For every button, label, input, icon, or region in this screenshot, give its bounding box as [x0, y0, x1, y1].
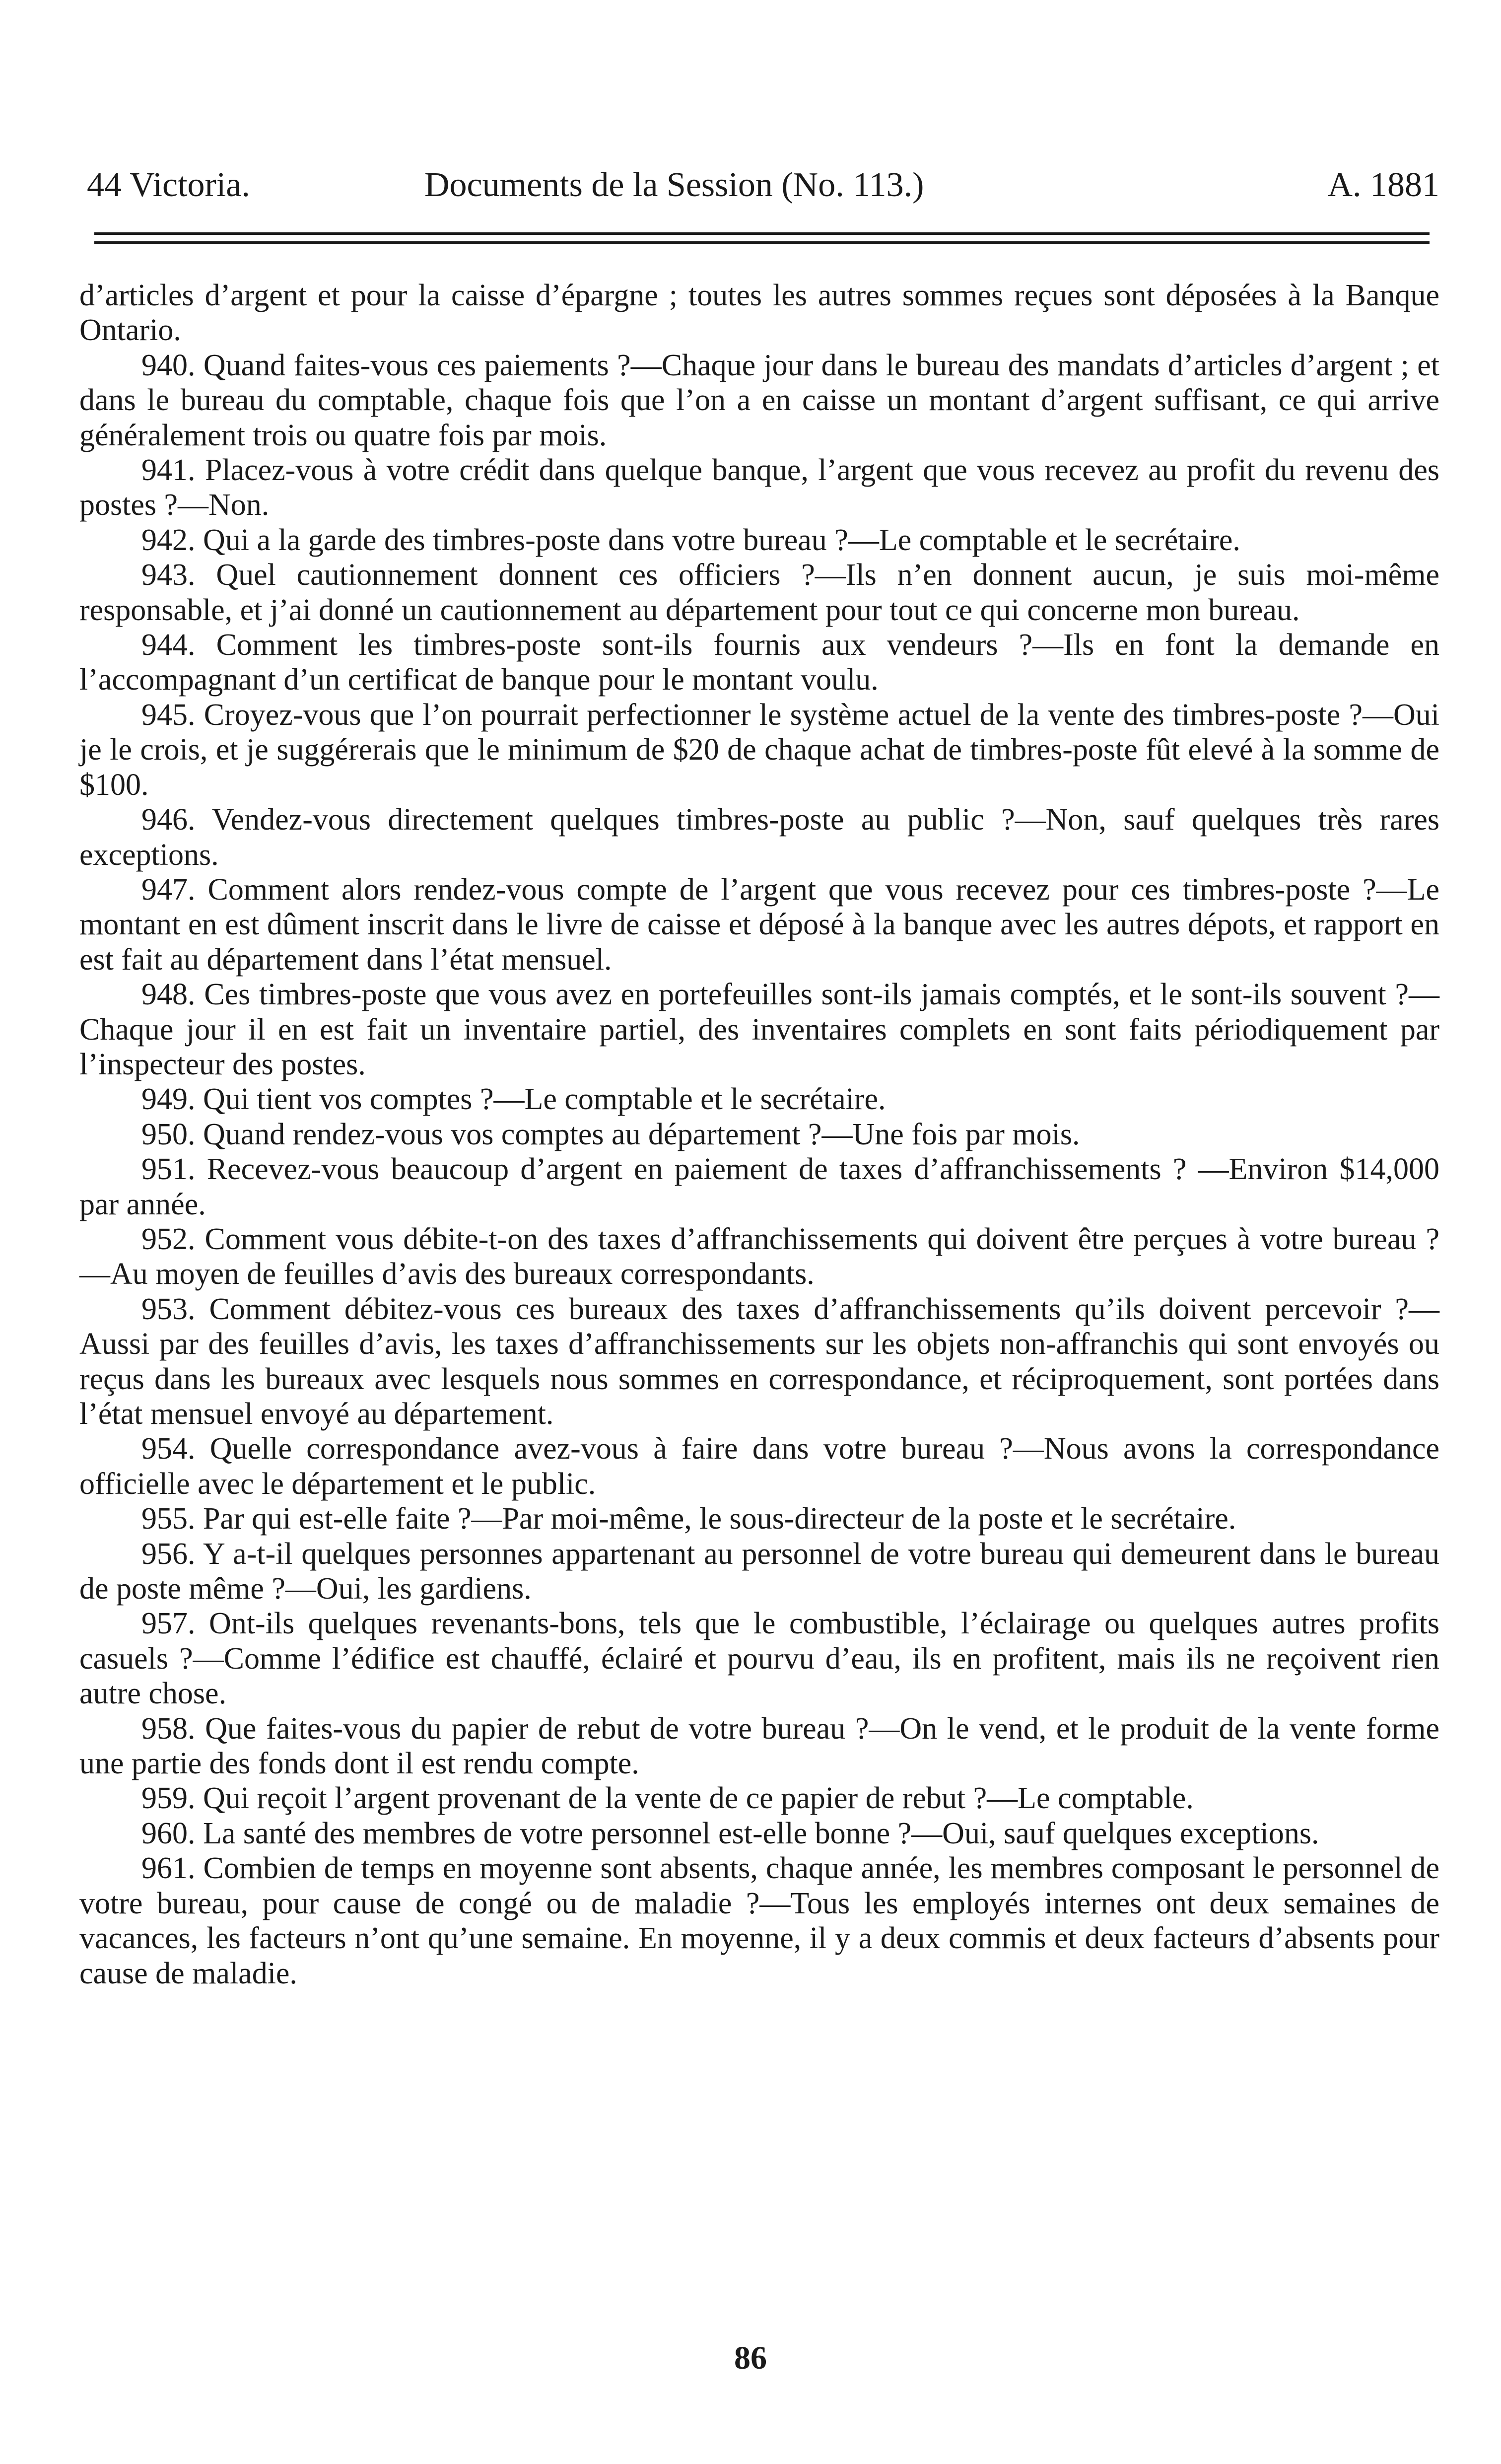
- paragraph-943: 943. Quel cautionnement donnent ces officiers ?—Ils n’en donnent aucun, je suis moi-même responsable, et j’ai donné un cautionnement au département pour tout ce qui concerne mon bureau.: [79, 558, 1439, 627]
- paragraph-959: 959. Qui reçoit l’argent provenant de la vente de ce papier de rebut ?—Le comptable.: [141, 1781, 1194, 1816]
- header-double-rule: [94, 232, 1430, 247]
- paragraph-955: 955. Par qui est-elle faite ?—Par moi-même, le sous-directeur de la poste et le secrétaire.: [141, 1502, 1236, 1536]
- page-number: 86: [734, 2340, 767, 2376]
- header-regnal-year: 44 Victoria.: [87, 166, 250, 204]
- paragraph-946: 946. Vendez-vous directement quelques timbres-poste au public ?—Non, sauf quelques très rares exceptions.: [79, 803, 1439, 872]
- paragraph-continuation: d’articles d’argent et pour la caisse d’épargne ; toutes les autres sommes reçues sont déposées à la Banque Ontario.: [79, 279, 1439, 348]
- header-title: Documents de la Session (No. 113.): [424, 166, 924, 204]
- paragraph-953: 953. Comment débitez-vous ces bureaux des taxes d’affranchissements qu’ils doivent percevoir ?—Aussi par des feuilles d’avis, les taxes d’affranchissements sur les objets non-affranchis qui sont envoyés ou reçus dans les bureaux avec lesquels nous sommes en correspondance, et réciproquement, sont portées dans l’état mensuel envoyé au département.: [79, 1292, 1439, 1431]
- paragraph-950: 950. Quand rendez-vous vos comptes au département ?—Une fois par mois.: [141, 1117, 1080, 1151]
- paragraph-952: 952. Comment vous débite-t-on des taxes d’affranchissements qui doivent être perçues à votre bureau ?—Au moyen de feuilles d’avis des bureaux correspondants.: [79, 1222, 1439, 1291]
- header-rule-top: [94, 232, 1430, 235]
- paragraph-948: 948. Ces timbres-poste que vous avez en portefeuilles sont-ils jamais comptés, et le sont-ils souvent ?—Chaque jour il en est fait un inventaire partiel, des inventaires complets en sont faits périodiquement par l’inspecteur des postes.: [79, 978, 1439, 1081]
- paragraph-951: 951. Recevez-vous beaucoup d’argent en paiement de taxes d’affranchissements ? —Environ $14,000 par année.: [79, 1152, 1439, 1221]
- paragraph-941: 941. Placez-vous à votre crédit dans quelque banque, l’argent que vous recevez au profit du revenu des postes ?—Non.: [79, 453, 1439, 522]
- paragraph-940: 940. Quand faites-vous ces paiements ?—Chaque jour dans le bureau des mandats d’articles d’argent ; et dans le bureau du comptable, chaque fois que l’on a en caisse un montant d’argent suffisant, ce qui arrive généralement trois ou quatre fois par mois.: [79, 348, 1439, 452]
- header-year: A. 1881: [1327, 166, 1439, 204]
- paragraph-954: 954. Quelle correspondance avez-vous à faire dans votre bureau ?—Nous avons la correspondance officielle avec le département et le public.: [79, 1432, 1439, 1501]
- paragraph-958: 958. Que faites-vous du papier de rebut de votre bureau ?—On le vend, et le produit de la vente forme une partie des fonds dont il est rendu compte.: [79, 1711, 1439, 1781]
- paragraph-945: 945. Croyez-vous que l’on pourrait perfectionner le système actuel de la vente des timbres-poste ?—Oui je le crois, et je suggérerais que le minimum de $20 de chaque achat de timbres-poste fût elevé à la somme de $100.: [79, 698, 1439, 802]
- running-header: [82, 158, 1439, 212]
- body-text: [79, 278, 1439, 1991]
- paragraph-956: 956. Y a-t-il quelques personnes appartenant au personnel de votre bureau qui demeurent dans le bureau de poste même ?—Oui, les gardiens.: [79, 1537, 1439, 1606]
- paragraph-949: 949. Qui tient vos comptes ?—Le comptable et le secrétaire.: [141, 1082, 886, 1117]
- paragraph-944: 944. Comment les timbres-poste sont-ils fournis aux vendeurs ?—Ils en font la demande en l’accompagnant d’un certificat de banque pour le montant voulu.: [79, 628, 1439, 697]
- paragraph-947: 947. Comment alors rendez-vous compte de l’argent que vous recevez pour ces timbres-poste ?—Le montant en est dûment inscrit dans le livre de caisse et déposé à la banque avec les autres dépots, et rapport en est fait au département dans l’état mensuel.: [79, 872, 1439, 977]
- header-rule-bottom: [94, 241, 1430, 244]
- paragraph-961: 961. Combien de temps en moyenne sont absents, chaque année, les membres composant le personnel de votre bureau, pour cause de congé ou de maladie ?—Tous les employés internes ont deux semaines de vacances, les facteurs n’ont qu’une semaine. En moyenne, il y a deux commis et deux facteurs d’absents pour cause de maladie.: [79, 1851, 1439, 1990]
- paragraph-957: 957. Ont-ils quelques revenants-bons, tels que le combustible, l’éclairage ou quelques autres profits casuels ?—Comme l’édifice est chauffé, éclairé et pourvu d’eau, ils en profitent, mais ils ne reçoivent rien autre chose.: [79, 1607, 1439, 1711]
- paragraph-960: 960. La santé des membres de votre personnel est-elle bonne ?—Oui, sauf quelques exceptions.: [141, 1816, 1319, 1850]
- paragraph-942: 942. Qui a la garde des timbres-poste dans votre bureau ?—Le comptable et le secrétaire.: [141, 523, 1240, 557]
